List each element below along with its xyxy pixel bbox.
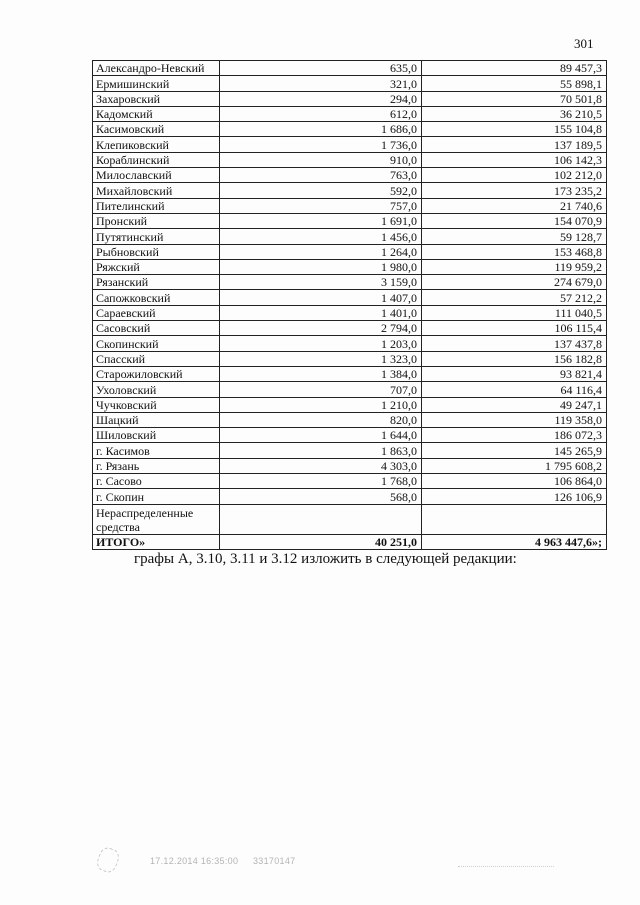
- district-name: Шацкий: [93, 412, 220, 427]
- district-name: Клепиковский: [93, 137, 220, 152]
- district-name: Сараевский: [93, 305, 220, 320]
- value-col2: 59 128,7: [422, 229, 607, 244]
- value-col2: 186 072,3: [422, 428, 607, 443]
- value-col1: 1 456,0: [220, 229, 422, 244]
- allocation-table: [92, 60, 607, 550]
- total-col2: 4 963 447,6»;: [422, 534, 607, 549]
- value-col1: 1 863,0: [220, 443, 422, 458]
- value-col2: 173 235,2: [422, 183, 607, 198]
- value-col2: 93 821,4: [422, 366, 607, 381]
- district-name: г. Сасово: [93, 474, 220, 489]
- value-col1: 910,0: [220, 152, 422, 167]
- value-col2: 137 437,8: [422, 336, 607, 351]
- value-col1: 635,0: [220, 61, 422, 76]
- table-row: [93, 183, 607, 198]
- value-col1: 592,0: [220, 183, 422, 198]
- value-col1: 820,0: [220, 412, 422, 427]
- table-row: [93, 213, 607, 228]
- district-name: Михайловский: [93, 183, 220, 198]
- value-col2: 274 679,0: [422, 275, 607, 290]
- value-col2: 145 265,9: [422, 443, 607, 458]
- total-col1: 40 251,0: [220, 534, 422, 549]
- value-col2: 64 116,4: [422, 382, 607, 397]
- table-row: [93, 412, 607, 427]
- total-label: ИТОГО»: [93, 534, 220, 549]
- stamp-signature: [458, 852, 554, 867]
- value-col2: 21 740,6: [422, 198, 607, 213]
- amendment-text: графы А, 3.10, 3.11 и 3.12 изложить в следующей редакции:: [134, 551, 517, 567]
- table-row: [93, 474, 607, 489]
- page-number: 301: [574, 36, 594, 51]
- table-row: [93, 443, 607, 458]
- table-row: [93, 290, 607, 305]
- district-name: Захаровский: [93, 91, 220, 106]
- value-col1: 2 794,0: [220, 321, 422, 336]
- district-name: Кораблинский: [93, 152, 220, 167]
- value-col1: 1 407,0: [220, 290, 422, 305]
- stamp-code: 33170147: [253, 856, 296, 866]
- value-col1: 1 384,0: [220, 366, 422, 381]
- value-col2: 55 898,1: [422, 76, 607, 91]
- table-row: [93, 504, 607, 534]
- value-col2: 106 115,4: [422, 321, 607, 336]
- value-col1: 1 644,0: [220, 428, 422, 443]
- table-row: [93, 152, 607, 167]
- value-col2: 36 210,5: [422, 106, 607, 121]
- district-name: Рязанский: [93, 275, 220, 290]
- table-body: [93, 61, 607, 550]
- table-row: [93, 382, 607, 397]
- value-col2: 137 189,5: [422, 137, 607, 152]
- district-name: Старожиловский: [93, 366, 220, 381]
- table-row: [93, 229, 607, 244]
- district-name: Шиловский: [93, 428, 220, 443]
- value-col2: [422, 504, 607, 534]
- district-name: г. Рязань: [93, 458, 220, 473]
- district-name: Касимовский: [93, 122, 220, 137]
- table-row: [93, 168, 607, 183]
- value-col2: 49 247,1: [422, 397, 607, 412]
- value-col2: 89 457,3: [422, 61, 607, 76]
- value-col1: 3 159,0: [220, 275, 422, 290]
- district-name: Чучковский: [93, 397, 220, 412]
- value-col1: [220, 504, 422, 534]
- value-col1: 707,0: [220, 382, 422, 397]
- value-col2: 111 040,5: [422, 305, 607, 320]
- table-row: [93, 122, 607, 137]
- value-col1: 321,0: [220, 76, 422, 91]
- district-name: Ермишинский: [93, 76, 220, 91]
- district-name: Рыбновский: [93, 244, 220, 259]
- value-col1: 1 768,0: [220, 474, 422, 489]
- district-name: Скопинский: [93, 336, 220, 351]
- total-row: [93, 534, 607, 549]
- value-col2: 1 795 608,2: [422, 458, 607, 473]
- district-name: Сапожковский: [93, 290, 220, 305]
- table-row: [93, 305, 607, 320]
- district-name: Спасский: [93, 351, 220, 366]
- value-col1: 1 203,0: [220, 336, 422, 351]
- table-row: [93, 76, 607, 91]
- district-name: Александро-Невский: [93, 61, 220, 76]
- table-row: [93, 275, 607, 290]
- value-col1: 1 210,0: [220, 397, 422, 412]
- value-col2: 106 142,3: [422, 152, 607, 167]
- district-name: Ряжский: [93, 259, 220, 274]
- value-col1: 1 323,0: [220, 351, 422, 366]
- table-row: [93, 198, 607, 213]
- table-row: [93, 489, 607, 504]
- value-col2: 119 358,0: [422, 412, 607, 427]
- table-row: [93, 336, 607, 351]
- value-col1: 1 401,0: [220, 305, 422, 320]
- district-name: Пронский: [93, 213, 220, 228]
- value-col1: 1 686,0: [220, 122, 422, 137]
- value-col2: 126 106,9: [422, 489, 607, 504]
- value-col1: 1 264,0: [220, 244, 422, 259]
- district-name: г. Скопин: [93, 489, 220, 504]
- table-row: [93, 259, 607, 274]
- value-col2: 155 104,8: [422, 122, 607, 137]
- value-col1: 757,0: [220, 198, 422, 213]
- table-row: [93, 244, 607, 259]
- value-col2: 70 501,8: [422, 91, 607, 106]
- table-row: [93, 458, 607, 473]
- district-name: г. Касимов: [93, 443, 220, 458]
- value-col1: 294,0: [220, 91, 422, 106]
- table-row: [93, 397, 607, 412]
- table-row: [93, 106, 607, 121]
- table-row: [93, 61, 607, 76]
- value-col1: 1 736,0: [220, 137, 422, 152]
- value-col1: 612,0: [220, 106, 422, 121]
- district-name: Путятинский: [93, 229, 220, 244]
- district-name: Кадомский: [93, 106, 220, 121]
- stamp-logo: [94, 845, 121, 874]
- value-col1: 4 303,0: [220, 458, 422, 473]
- district-name: Нераспределенные средства: [93, 504, 220, 534]
- value-col2: 57 212,2: [422, 290, 607, 305]
- district-name: Пителинский: [93, 198, 220, 213]
- stamp-datetime: 17.12.2014 16:35:00: [150, 856, 239, 866]
- value-col2: 106 864,0: [422, 474, 607, 489]
- table-row: [93, 91, 607, 106]
- district-name: Сасовский: [93, 321, 220, 336]
- value-col1: 763,0: [220, 168, 422, 183]
- value-col1: 1 980,0: [220, 259, 422, 274]
- table-row: [93, 351, 607, 366]
- value-col1: 568,0: [220, 489, 422, 504]
- value-col2: 154 070,9: [422, 213, 607, 228]
- value-col2: 153 468,8: [422, 244, 607, 259]
- value-col2: 156 182,8: [422, 351, 607, 366]
- district-name: Ухоловский: [93, 382, 220, 397]
- value-col2: 119 959,2: [422, 259, 607, 274]
- table-row: [93, 428, 607, 443]
- value-col2: 102 212,0: [422, 168, 607, 183]
- table-row: [93, 366, 607, 381]
- table-row: [93, 321, 607, 336]
- value-col1: 1 691,0: [220, 213, 422, 228]
- table-row: [93, 137, 607, 152]
- district-name: Милославский: [93, 168, 220, 183]
